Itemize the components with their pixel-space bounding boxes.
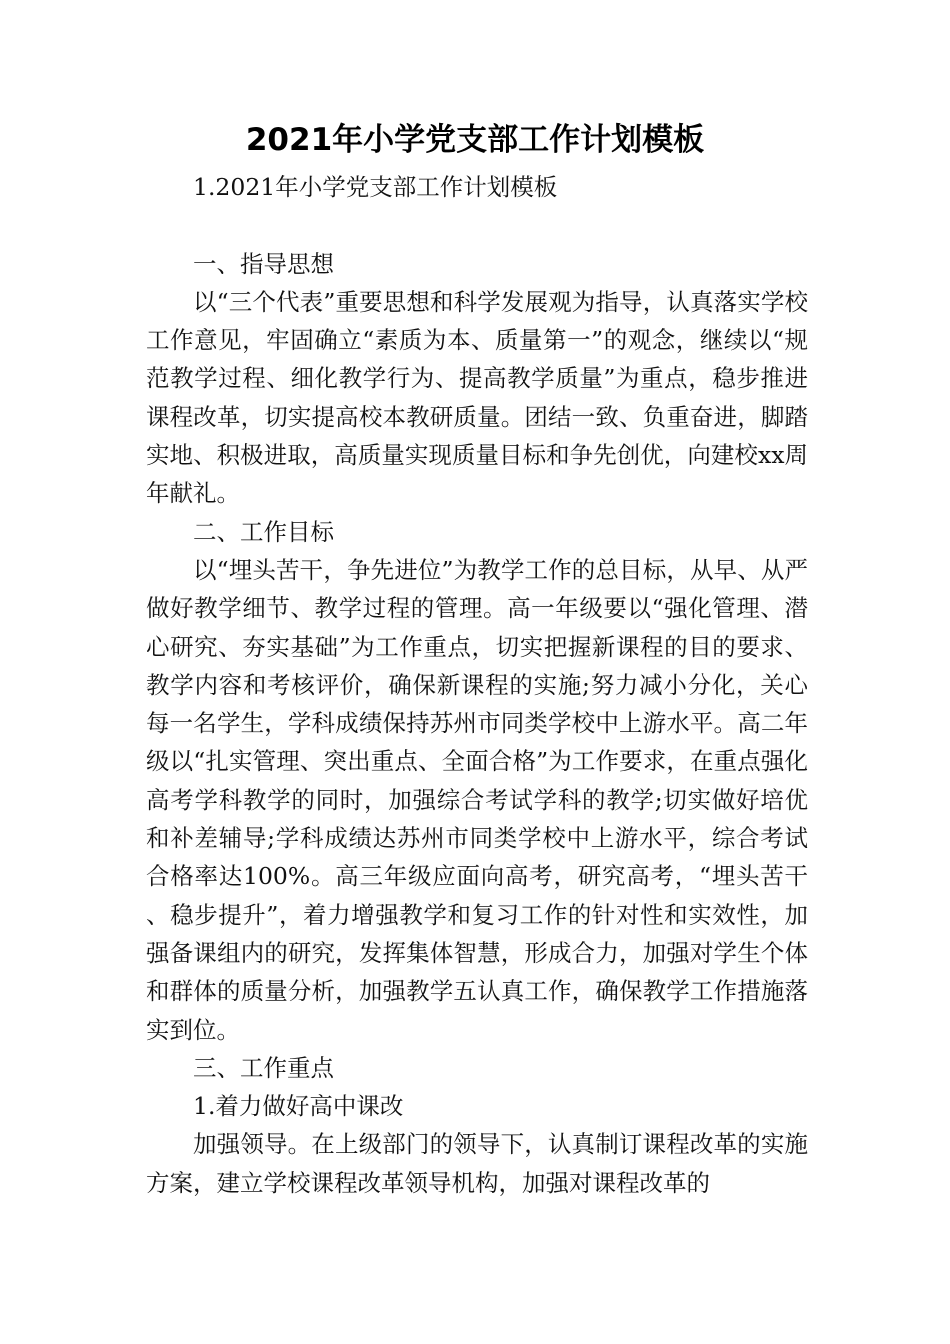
section-heading-guiding-ideology: 一、指导思想 xyxy=(193,249,334,278)
subsection-heading-curriculum-reform: 1.着力做好高中课改 xyxy=(193,1092,404,1121)
document-subtitle: 1.2021年小学党支部工作计划模板 xyxy=(193,173,558,201)
document-title: 2021年小学党支部工作计划模板 xyxy=(245,122,705,158)
section-heading-work-focus: 三、工作重点 xyxy=(193,1053,334,1082)
section-heading-work-goals: 二、工作目标 xyxy=(193,517,334,546)
document-body xyxy=(146,168,808,1202)
paragraph-work-goals: 以“埋头苦干，争先进位”为教学工作的总目标，从早、从严做好教学细节、教学过程的管理。高一年级要以“强化管理、潜心研究、夯实基础”为工作重点，切实把握新课程的目的要求、教学内容和考核评价，确保新课程的实施;努力减小分化，关心每一名学生，学科成绩保持苏州市同类学校中上游水平。高二年级以“扎实管理、突出重点、全面合格”为工作要求，在重点强化高考学科教学的同时，加强综合考试学科的教学;切实做好培优和补差辅导;学科成绩达苏州市同类学校中上游水平，综合考试合格率达100%。高三年级应面向高考，研究高考，“埋头苦干、稳步提升”，着力增强教学和复习工作的针对性和实效性，加强备课组内的研究，发挥集体智慧，形成合力，加强对学生个体和群体的质量分析，加强教学五认真工作，确保教学工作措施落实到位。 xyxy=(146,555,808,1044)
paragraph-guiding-ideology: 以“三个代表”重要思想和科学发展观为指导，认真落实学校工作意见，牢固确立“素质为本、质量第一”的观念，继续以“规范教学过程、细化教学行为、提高教学质量”为重点，稳步推进课程改革，切实提高校本教研质量。团结一致、负重奋进，脚踏实地、积极进取，高质量实现质量目标和争先创优，向建校xx周年献礼。 xyxy=(146,287,808,508)
paragraph-strengthen-leadership: 加强领导。在上级部门的领导下，认真制订课程改革的实施方案，建立学校课程改革领导机构，加强对课程改革的 xyxy=(146,1130,808,1197)
